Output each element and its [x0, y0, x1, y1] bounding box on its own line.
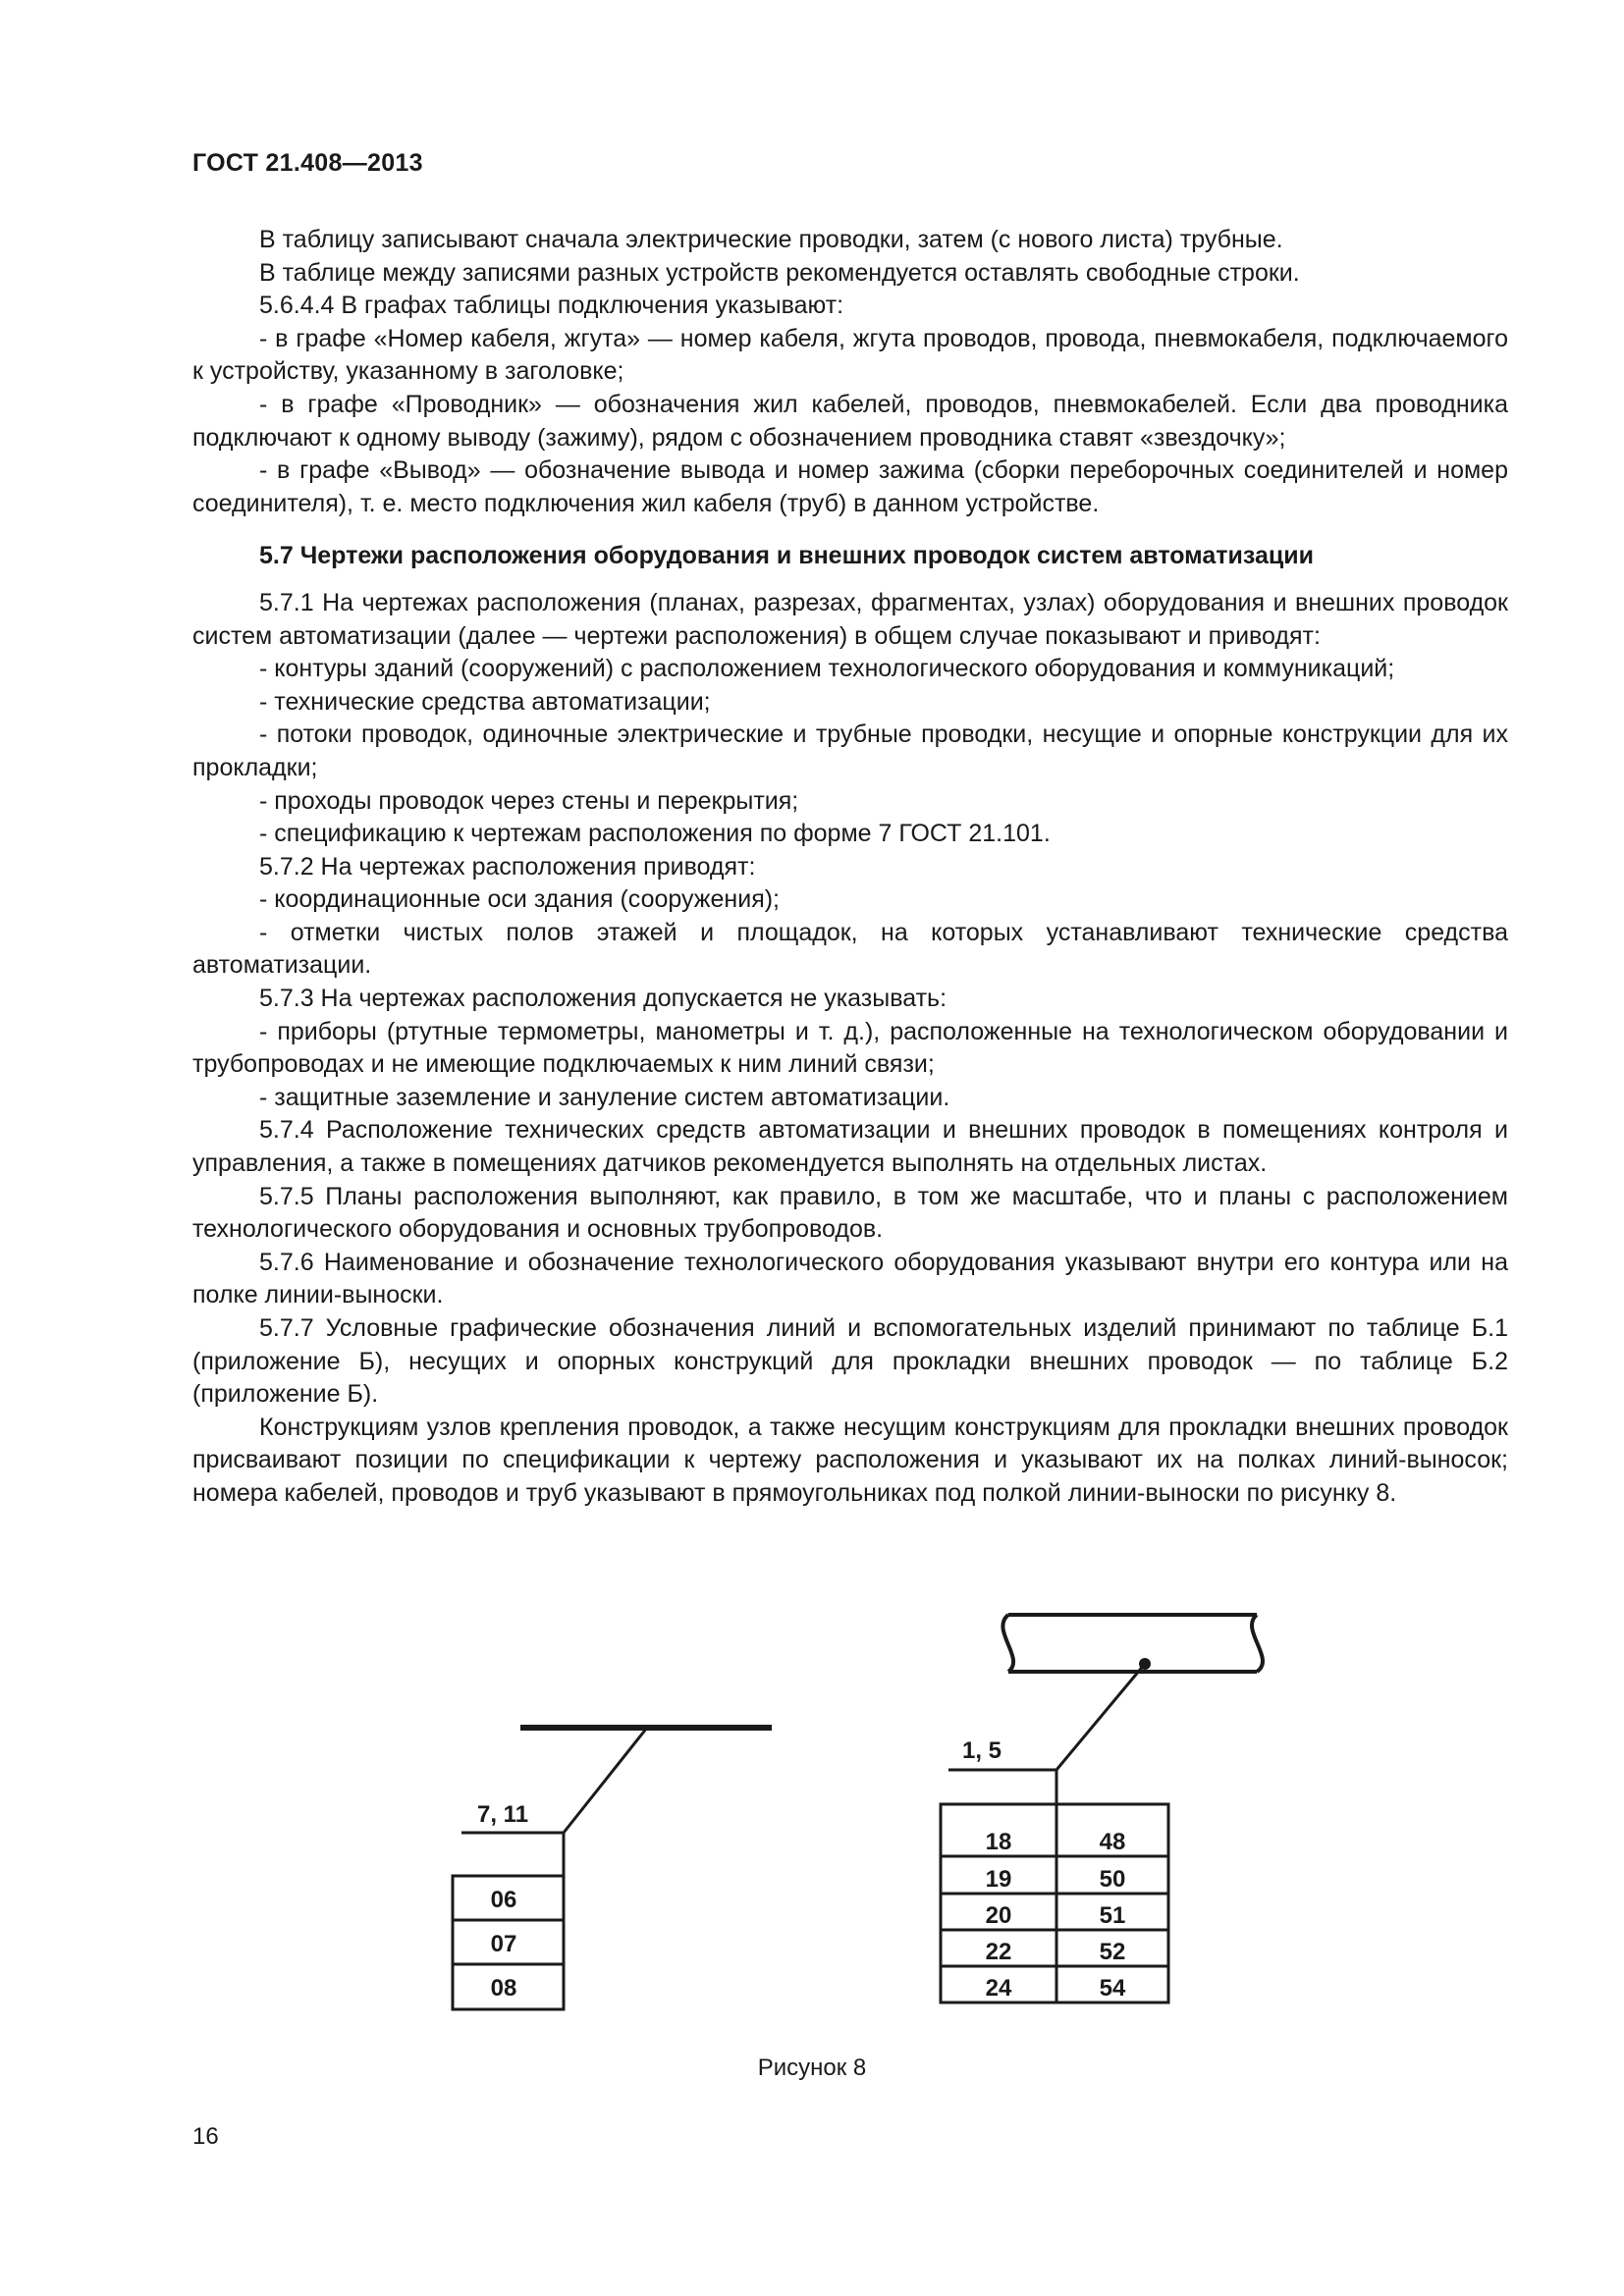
paragraph: 5.7.7 Условные графические обозначения линий и вспомогательных изделий принимают по таблице Б.1 (приложение Б), несущих и опорных конструкций для прокладки внешних проводок — по таблице Б.2 (приложение Б). [192, 1314, 1508, 1409]
intro-paragraphs [192, 224, 1508, 520]
paragraph: 5.7.1 На чертежах расположения (планах, разрезах, фрагментах, узлах) оборудования и внешних проводок систем автоматизации (далее — чертежи расположения) в общем случае показывают и приводят: [192, 588, 1508, 650]
paragraph: 5.6.4.4 В графах таблицы подключения указывают: [259, 292, 844, 320]
paragraph: - отметки чистых полов этажей и площадок, на которых устанавливают технические средства автоматизации. [192, 918, 1508, 980]
right-table-cell: 51 [1099, 1902, 1126, 1929]
paragraph: - спецификацию к чертежам расположения по форме 7 ГОСТ 21.101. [259, 820, 1051, 848]
paragraph: - приборы (ртутные термометры, манометры и т. д.), расположенные на технологическом оборудовании и трубопроводах и не имеющие подключаемых к ним линий связи; [192, 1017, 1508, 1079]
paragraph: - проходы проводок через стены и перекрытия; [259, 786, 799, 815]
paragraph: 5.7.5 Планы расположения выполняют, как правило, в том же масштабе, что и планы с расположением технологического оборудования и основных трубопроводов. [192, 1182, 1508, 1244]
paragraph: В таблице между записями разных устройств рекомендуется оставлять свободные строки. [259, 258, 1300, 287]
figure-drawing [0, 1590, 1624, 2022]
attachment-point-dot [1139, 1658, 1151, 1670]
structure-right-break [1252, 1615, 1263, 1672]
paragraph: Конструкциям узлов крепления проводок, а также несущим конструкциям для прокладки внешних проводок присваивают позиции по спецификации к чертежу расположения и указывают их на полках линий-выносок; номера кабелей, проводов и труб указывают в прямоугольниках под полкой линии-выноски по рисунку 8. [192, 1413, 1508, 1507]
paragraph: - координационные оси здания (сооружения); [259, 885, 781, 914]
page-number: 16 [192, 2123, 219, 2150]
figure-caption: Рисунок 8 [757, 2055, 867, 2081]
paragraph: 5.7.6 Наименование и обозначение технологического оборудования указывают внутри его контура или на полке линии-выноски. [192, 1248, 1508, 1309]
right-table-cell: 22 [985, 1939, 1012, 1965]
right-table-cell: 20 [985, 1902, 1012, 1929]
right-table-cell: 52 [1099, 1939, 1126, 1965]
body-text [192, 224, 1508, 1511]
left-cell: 07 [490, 1931, 517, 1957]
paragraph: В таблицу записывают сначала электрические проводки, затем (с нового листа) трубные. [259, 226, 1283, 253]
paragraph: - защитные заземление и зануление систем автоматизации. [259, 1083, 950, 1111]
right-table-cell: 48 [1099, 1829, 1126, 1855]
paragraph: - в графе «Вывод» — обозначение вывода и номер зажима (сборки переборочных соединителей и номер соединителя), т. е. место подключения жил кабеля (труб) в данном устройстве. [192, 456, 1508, 517]
right-table-cell: 50 [1099, 1866, 1126, 1893]
right-table-cell: 24 [985, 1975, 1012, 2002]
paragraph: 5.7.3 На чертежах расположения допускается не указывать: [259, 985, 947, 1013]
left-leader-label: 7, 11 [477, 1801, 529, 1828]
right-table-cell: 18 [985, 1829, 1012, 1855]
paragraph: - в графе «Номер кабеля, жгута» — номер кабеля, жгута проводов, провода, пневмокабеля, подключаемого к устройству, указанному в заголовке; [192, 324, 1508, 386]
right-leader-line [1056, 1664, 1145, 1770]
paragraph: 5.7.4 Расположение технических средств автоматизации и внешних проводок в помещениях контроля и управления, а также в помещениях датчиков рекомендуется выполнять на отдельных листах. [192, 1116, 1508, 1178]
right-leader-label: 1, 5 [962, 1737, 1002, 1764]
left-cell: 08 [490, 1975, 517, 2002]
paragraph: - технические средства автоматизации; [259, 687, 711, 716]
left-cell: 06 [490, 1887, 517, 1913]
right-table-cell: 19 [985, 1866, 1012, 1893]
left-leader-line [564, 1728, 647, 1833]
right-table-cell: 54 [1099, 1975, 1126, 2002]
paragraph: - контуры зданий (сооружений) с расположением технологического оборудования и коммуникаций; [259, 655, 1395, 683]
document-header: ГОСТ 21.408—2013 [192, 149, 423, 177]
section-title: 5.7 Чертежи расположения оборудования и внешних проводок систем автоматизации [259, 542, 1314, 570]
figure-8 [0, 1590, 1624, 2022]
paragraph: 5.7.2 На чертежах расположения приводят: [259, 852, 756, 881]
paragraph: - потоки проводок, одиночные электрические и трубные проводки, несущие и опорные конструкции для их прокладки; [192, 721, 1508, 781]
structure-left-break [1002, 1615, 1013, 1672]
section-paragraphs [192, 587, 1508, 1511]
paragraph: - в графе «Проводник» — обозначения жил кабелей, проводов, пневмокабелей. Если два проводника подключают к одному выводу (зажиму), рядом с обозначением проводника ставят «звездочку»; [192, 390, 1508, 452]
left-leader [453, 1728, 772, 2009]
right-table-box [941, 1804, 1168, 2002]
